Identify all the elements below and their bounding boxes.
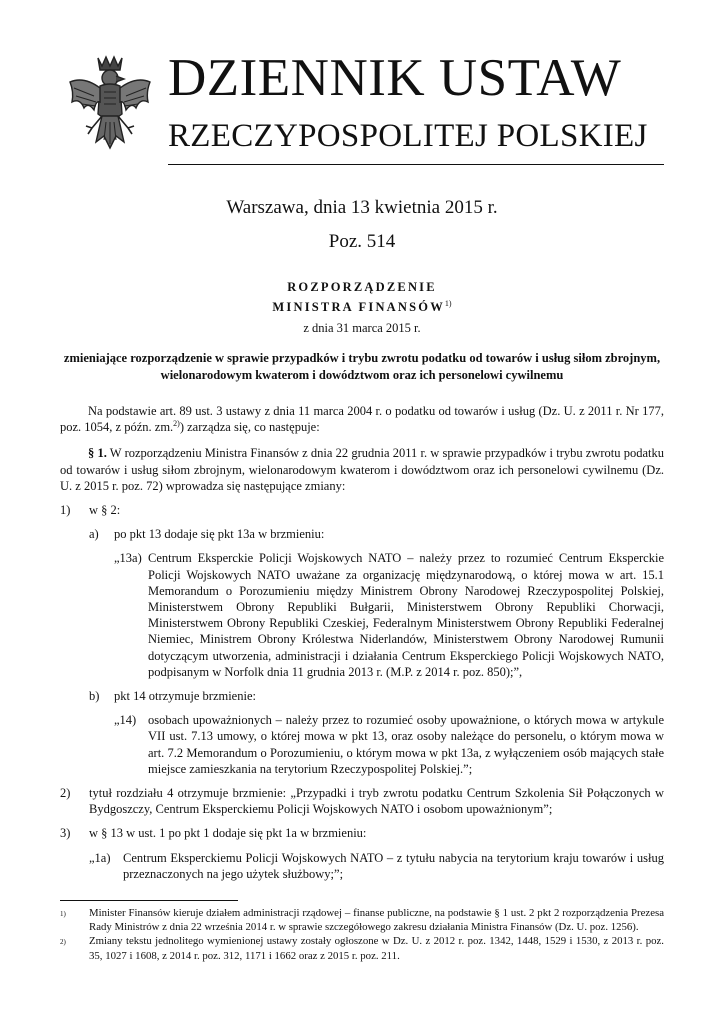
masthead-title: DZIENNIK USTAW (168, 49, 622, 107)
item-text: pkt 14 otrzymuje brzmienie: (114, 689, 256, 704)
footnote-divider (60, 900, 238, 901)
footnotes (60, 906, 664, 963)
list-item (60, 825, 664, 841)
list-item (89, 526, 664, 542)
list-item (60, 502, 664, 518)
footnote-text: Zmiany tekstu jednolitego wymienionej ustawy zostały ogłoszone w Dz. U. z 2012 r. poz. 1342, 1448, 1529 i 1530, z 2013 r. poz. 35, 1027 i 1608, z 2014 r. poz. 312, 1171 i 1662 oraz z 2015 r. poz. 211. (89, 935, 664, 962)
footnote (60, 906, 664, 934)
preamble-text-a: Na podstawie art. 89 ust. 3 ustawy z dnia 11 marca 2004 r. o podatku od towarów i usług (Dz. U. z 2011 r. Nr 177, poz. 1054, z późn. zm. (60, 404, 664, 435)
preamble (60, 403, 664, 435)
act-issuer-name: MINISTRA FINANSÓW (272, 300, 445, 315)
masthead-subtitle: RZECZYPOSPOLITEJ POLSKIEJ (168, 118, 648, 154)
item-text: tytuł rozdziału 4 otrzymuje brzmienie: „Przypadki i tryb zwrotu podatku Centrum Szkolenia Sił Połączonych w Bydgoszczy, Centrum Eksperckiemu Policji Wojskowych NATO i osobom upoważnionym”; (89, 786, 664, 817)
preamble-text-b: ) zarządza się, co następuje: (179, 420, 320, 435)
publication-date: Warszawa, dnia 13 kwietnia 2015 r. (226, 197, 498, 218)
act-date: z dnia 31 marca 2015 r. (303, 321, 421, 335)
section-1 (60, 445, 664, 494)
polish-eagle-emblem-icon (64, 52, 156, 164)
section-1-label: § 1. (88, 446, 107, 461)
list-item (114, 712, 664, 777)
list-item (89, 850, 664, 882)
item-number: 2) (60, 786, 71, 801)
item-text: Centrum Eksperckiemu Policji Wojskowych NATO – z tytułu nabycia na terytorium kraju towarów i usług przeznaczonych na jego użytek służbowy;”; (123, 850, 664, 881)
item-number: 1) (60, 503, 71, 518)
item-text: w § 2: (89, 503, 121, 518)
item-number: „1a) (89, 850, 111, 865)
item-number: 3) (60, 826, 71, 841)
position-number: Poz. 514 (328, 231, 396, 252)
act-issuer (0, 299, 724, 315)
footnote-number: 1) (60, 910, 66, 918)
footnote-text: Minister Finansów kieruje działem administracji rządowej – finanse publiczne, na podstawie § 1 ust. 2 pkt 2 rozporządzenia Prezesa Rady Ministrów z dnia 22 września 2014 r. w sprawie szczegółowego zakresu działania Ministra Finansów (Dz. U. poz. 1256). (89, 907, 664, 934)
act-title: zmieniające rozporządzenie w sprawie przypadków i trybu zwrotu podatku od towarów i usług siłom zbrojnym, wielonarodowym kwaterom i dowództwom oraz ich personelowi cywilnemu (63, 351, 661, 382)
section-1-text: W rozporządzeniu Ministra Finansów z dnia 22 grudnia 2011 r. w sprawie przypadków i trybu zwrotu podatku od towarów i usług siłom zbrojnym, wielonarodowym kwaterom i dowództwom oraz ich personelowi cywilnemu (Dz. U. z 2015 r. poz. 72) wprowadza się następujące zmiany: (60, 446, 664, 493)
item-number: b) (89, 689, 100, 704)
item-text: w § 13 w ust. 1 po pkt 1 dodaje się pkt 1a w brzmieniu: (89, 826, 367, 841)
masthead-divider (168, 164, 664, 165)
list-item (89, 688, 664, 704)
document-body (60, 403, 664, 882)
item-number: a) (89, 527, 99, 542)
item-number: „14) (114, 713, 137, 728)
act-type: ROZPORZĄDZENIE (287, 280, 437, 294)
issuer-footnote-ref[interactable]: 1) (444, 299, 452, 308)
footnote (60, 934, 664, 962)
item-number: „13a) (114, 551, 142, 566)
item-text: po pkt 13 dodaje się pkt 13a w brzmieniu: (114, 527, 325, 542)
item-text: osobach upoważnionych – należy przez to rozumieć osoby upoważnione, o których mowa w artykule VII ust. 7.13 umowy, o której mowa w pkt 13, oraz osoby należące do personelu, o którym mowa w art. 7.2 Memorandum o Porozumieniu, o którym mowa w pkt 13a, z wyłączeniem osób mających stałe miejsce zamieszkania na terytorium Rzeczypospolitej Polskiej.”; (148, 713, 664, 776)
item-text: Centrum Eksperckie Policji Wojskowych NATO – należy przez to rozumieć Centrum Eksperckie Policji Wojskowych NATO uważane za organizację międzynarodową, o której mowa w art. 15.1 Memorandum o Porozumieniu między Ministrem Obrony Narodowej Rzeczypospolitej Polskiej, Ministerstwem Obrony Republiki Bułgarii, Ministerstwem Obrony Republiki Chorwacji, Ministerstwem Obrony Republiki Czeskiej, Federalnym Ministerstwem Obrony Republiki Federalnej Niemiec, Ministrem Obrony Królestwa Niderlandów, Ministerstwem Obrony Narodowej Rumunii dotyczącym utworzenia, administracji i działania Centrum Eksperckiego Policji Wojskowych NATO, podpisanym w Norfolk dnia 11 grudnia 2013 r. (M.P. z 2014 r. poz. 850);”, (148, 551, 664, 679)
preamble-footnote-ref[interactable]: 2) (173, 419, 180, 429)
list-item (60, 785, 664, 817)
list-item (114, 550, 664, 680)
footnote-number: 2) (60, 938, 66, 947)
